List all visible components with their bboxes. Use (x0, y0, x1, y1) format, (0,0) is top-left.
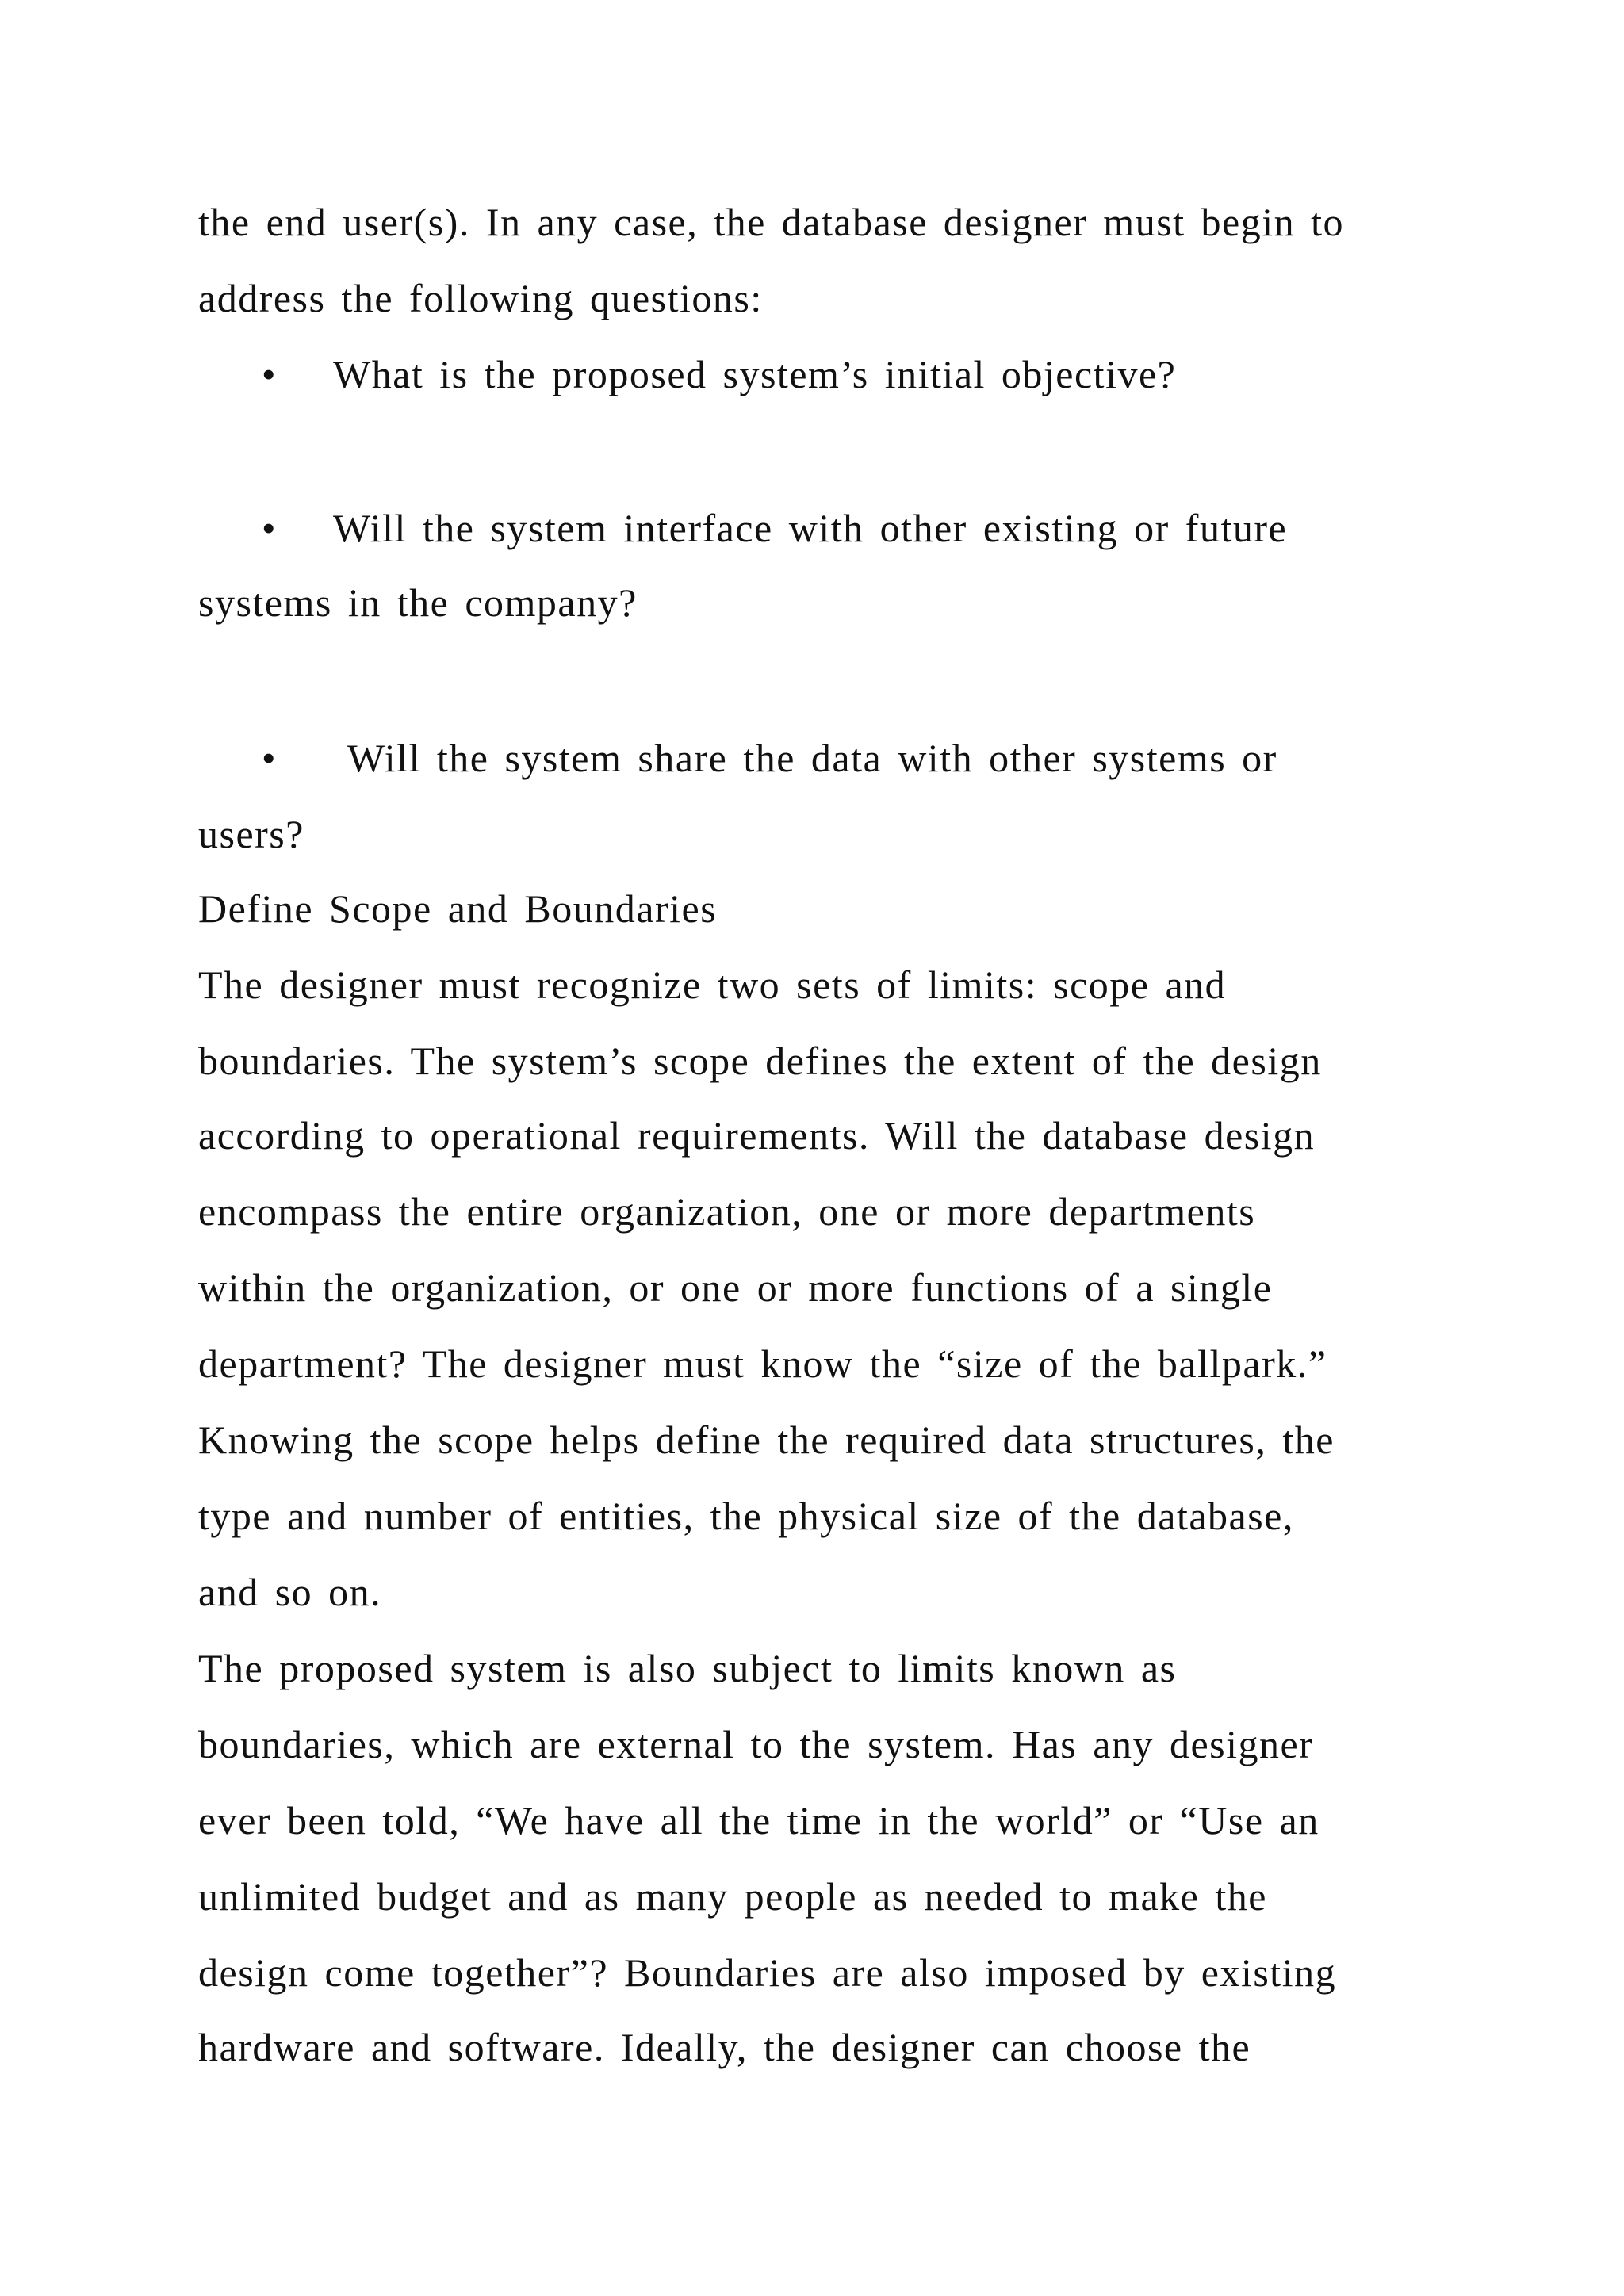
paragraph-line: hardware and software. Ideally, the designer can choose the (198, 2025, 1251, 2069)
paragraph-line: encompass the entire organization, one or more departments (198, 1189, 1256, 1234)
paragraph-line: ever been told, “We have all the time in the world” or “Use an (198, 1798, 1320, 1843)
bullet-item-text: Will the system share the data with other systems or (347, 736, 1277, 780)
paragraph-line: department? The designer must know the “size of the ballpark.” (198, 1341, 1327, 1386)
paragraph-line: The proposed system is also subject to limits known as (198, 1646, 1177, 1690)
bullet-icon: • (262, 352, 278, 396)
paragraph-line: unlimited budget and as many people as needed to make the (198, 1874, 1267, 1919)
bullet-item-text: Will the system interface with other existing or future (333, 506, 1288, 550)
bullet-icon: • (262, 736, 278, 780)
bullet-item-text: What is the proposed system’s initial objective? (333, 352, 1177, 396)
paragraph-line: according to operational requirements. Will the database design (198, 1113, 1316, 1158)
section-heading: Define Scope and Boundaries (198, 886, 718, 931)
paragraph-line: within the organization, or one or more functions of a single (198, 1265, 1273, 1310)
bullet-item-continuation: systems in the company? (198, 580, 638, 625)
bullet-icon: • (262, 506, 278, 550)
paragraph-line: Knowing the scope helps define the required data structures, the (198, 1418, 1335, 1462)
paragraph-line: boundaries. The system’s scope defines the extent of the design (198, 1039, 1322, 1083)
paragraph-line: and so on. (198, 1570, 382, 1614)
intro-line: address the following questions: (198, 276, 763, 320)
paragraph-line: boundaries, which are external to the system. Has any designer (198, 1722, 1314, 1766)
bullet-item-continuation: users? (198, 812, 304, 856)
paragraph-line: design come together”? Boundaries are also imposed by existing (198, 1950, 1337, 1995)
paragraph-line: type and number of entities, the physical size of the database, (198, 1494, 1294, 1538)
intro-line: the end user(s). In any case, the database designer must begin to (198, 200, 1345, 244)
paragraph-line: The designer must recognize two sets of limits: scope and (198, 962, 1227, 1007)
